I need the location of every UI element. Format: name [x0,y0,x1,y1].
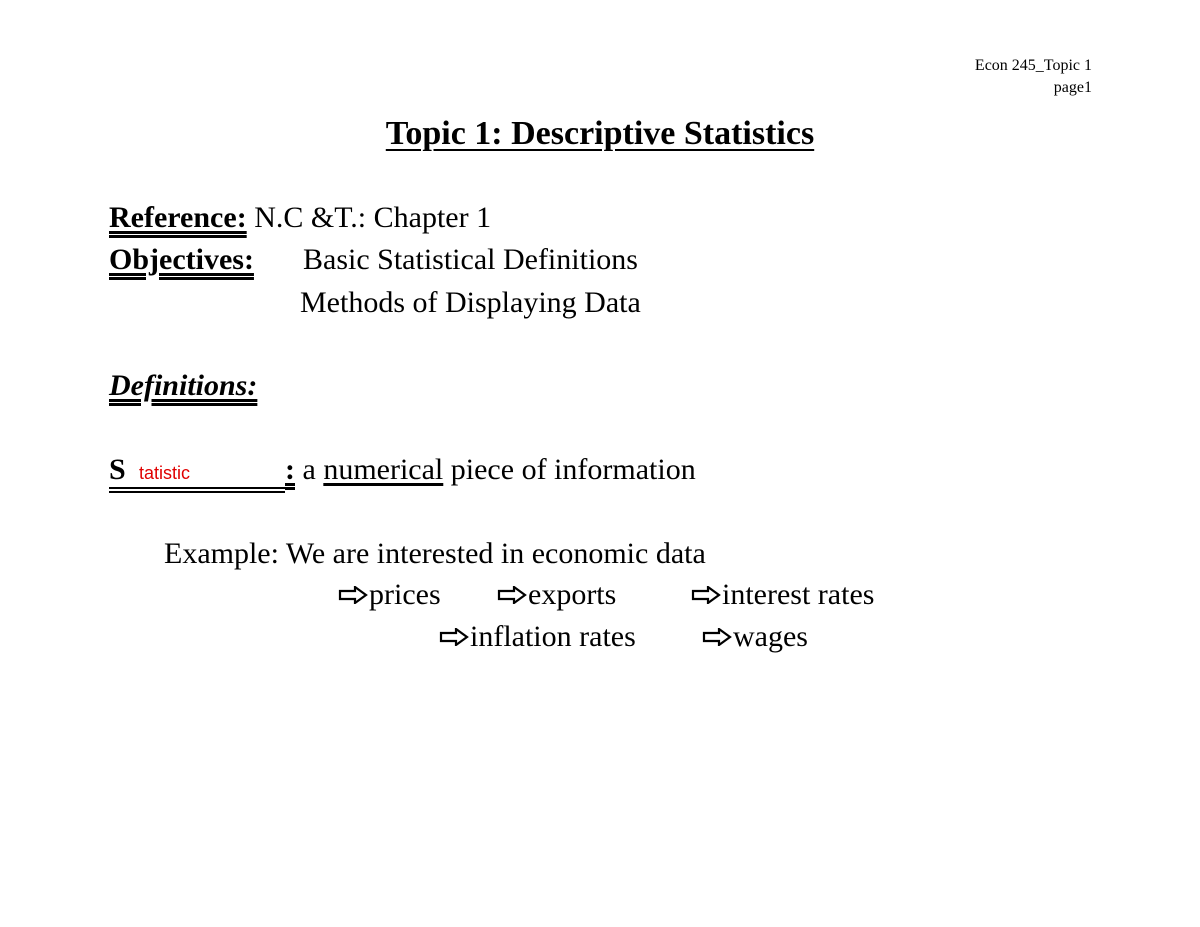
definitions-heading-text: Definitions: [109,369,258,402]
definition-underlined-word: numerical [323,453,444,486]
example-item [702,617,808,657]
page-title-text: Topic 1: Descriptive Statistics [385,115,815,152]
reference-text: N.C &T.: Chapter 1 [246,201,492,234]
example-text: Example: We are interested in economic data [164,537,706,570]
right-arrow-outline-icon [497,586,527,604]
page-title [0,112,1200,156]
statistic-first-letter: S [109,453,126,486]
fill-in-blank-rule [109,487,285,489]
example-item-label: prices [369,578,441,611]
example-item [338,575,441,615]
example-item [691,575,874,615]
reference-label: Reference: [109,201,247,234]
statistic-definition [109,450,696,490]
objectives-line [109,240,254,280]
statistic-term [109,450,285,490]
right-arrow-outline-icon [439,628,469,646]
right-arrow-outline-icon [338,586,368,604]
example-item-label: exports [528,578,617,611]
example-item [497,575,616,615]
objectives-label: Objectives: [109,243,254,276]
definition-text-before: a [295,453,324,486]
objective-item: Methods of Displaying Data [300,286,641,319]
statistic-fill-in: tatistic [139,463,191,483]
example-item-label: wages [733,620,808,653]
example-item [439,617,636,657]
header-note [975,55,1092,99]
course-label: Econ 245_Topic 1 [974,57,1092,74]
example-item-label: interest rates [722,578,875,611]
page-number: page1 [1053,79,1092,96]
right-arrow-outline-icon [691,586,721,604]
definition-text-after: piece of information [443,453,696,486]
example-item-label: inflation rates [470,620,636,653]
right-arrow-outline-icon [702,628,732,646]
reference-line [109,198,491,238]
fill-in-blank-rule [109,491,285,493]
objective-item: Basic Statistical Definitions [303,243,638,276]
definitions-heading [109,366,257,406]
statistic-colon: : [285,453,295,486]
